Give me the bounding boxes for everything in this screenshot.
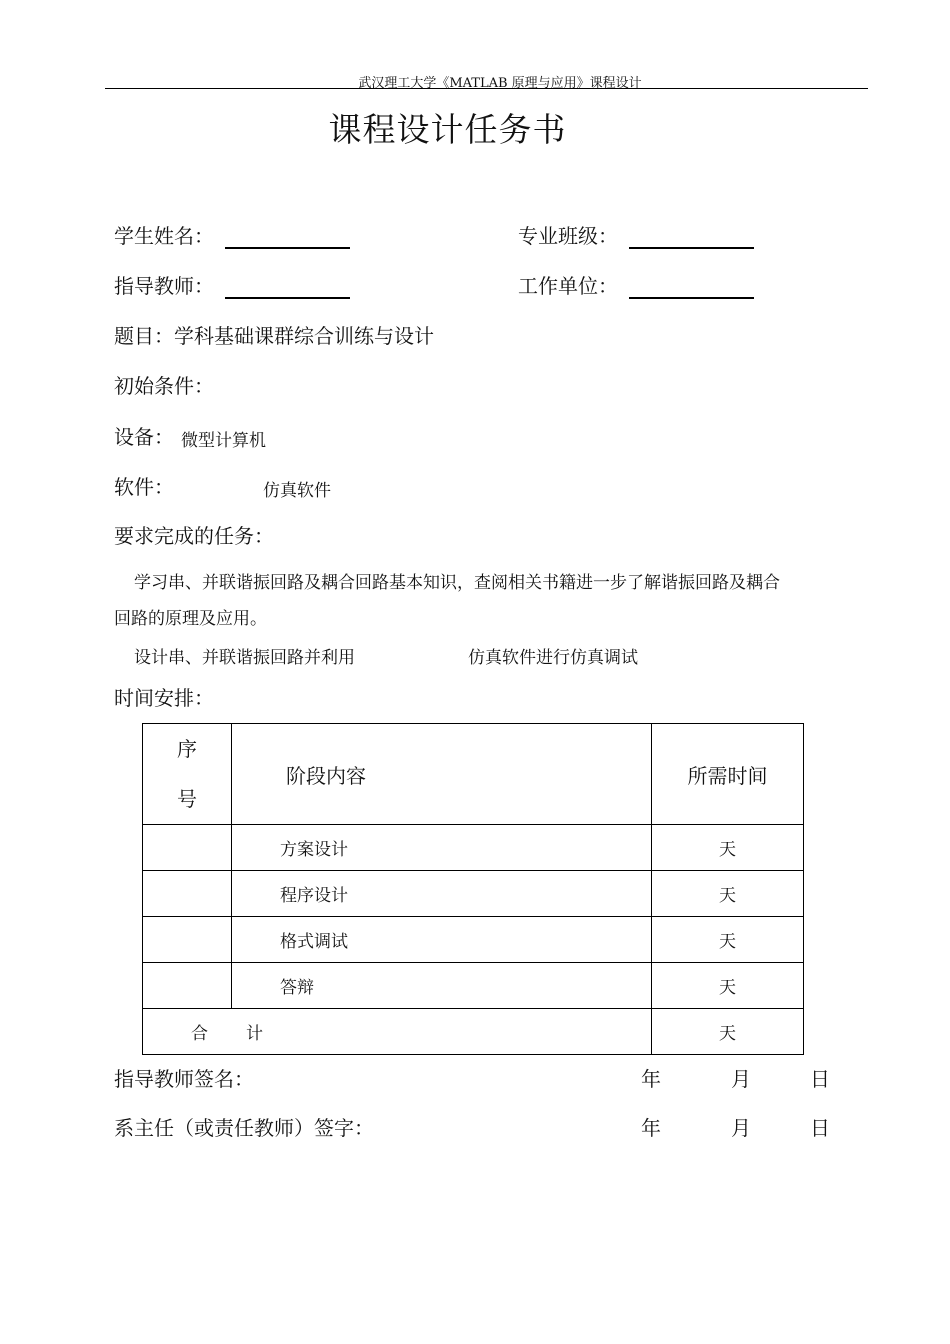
schedule-label: 时间安排： (114, 686, 214, 710)
table-row (143, 871, 804, 917)
major-class-label: 专业班级： (518, 224, 618, 248)
row-num (143, 917, 232, 963)
table-row (143, 963, 804, 1009)
advisor-sign-month: 月 (731, 1067, 751, 1091)
initial-conditions-label: 初始条件： (114, 374, 214, 398)
dept-sign-year: 年 (641, 1116, 661, 1140)
work-unit-label: 工作单位： (518, 274, 618, 298)
row-time: 天 (652, 963, 804, 1009)
task-line-3a: 设计串、并联谐振回路并利用 (134, 648, 355, 668)
row-content: 程序设计 (232, 871, 652, 917)
software-label: 软件： (114, 475, 174, 499)
row-num (143, 825, 232, 871)
page-header: 武汉理工大学《MATLAB 原理与应用》课程设计 (358, 76, 642, 91)
student-name-label: 学生姓名： (114, 224, 214, 248)
software-value: 仿真软件 (263, 481, 331, 501)
total-time: 天 (652, 1009, 804, 1055)
tasks-label: 要求完成的任务： (114, 524, 274, 548)
schedule-header-row (143, 724, 804, 825)
advisor-label: 指导教师： (114, 274, 214, 298)
total-label-b: 计 (246, 1024, 263, 1044)
dept-sign-day: 日 (810, 1116, 830, 1140)
dept-head-signature-label: 系主任（或责任教师）签字： (114, 1116, 374, 1140)
equipment-label: 设备： (114, 425, 174, 449)
document-title: 课程设计任务书 (328, 110, 567, 149)
schedule-table (142, 723, 804, 1055)
row-time: 天 (652, 871, 804, 917)
total-label (143, 1009, 652, 1055)
col-content-header: 阶段内容 (232, 724, 652, 825)
dept-sign-month: 月 (731, 1116, 751, 1140)
row-time: 天 (652, 825, 804, 871)
equipment-value: 微型计算机 (181, 431, 266, 451)
col-num-top: 序 (177, 737, 197, 761)
task-line-3b: 仿真软件进行仿真调试 (468, 648, 638, 668)
advisor-signature-label: 指导教师签名： (114, 1067, 254, 1091)
col-num-header (143, 724, 232, 825)
major-class-field[interactable] (629, 247, 754, 249)
advisor-sign-day: 日 (810, 1067, 830, 1091)
row-content: 方案设计 (232, 825, 652, 871)
header-rule (105, 88, 868, 89)
col-time-header: 所需时间 (652, 724, 804, 825)
topic: 题目：学科基础课群综合训练与设计 (114, 324, 434, 348)
col-num-bottom: 号 (177, 787, 197, 811)
row-num (143, 963, 232, 1009)
row-content: 答辩 (232, 963, 652, 1009)
total-label-a: 合 (191, 1024, 208, 1044)
advisor-field[interactable] (225, 297, 350, 299)
advisor-sign-year: 年 (641, 1067, 661, 1091)
row-num (143, 871, 232, 917)
task-line-2: 回路的原理及应用。 (114, 609, 267, 629)
student-name-field[interactable] (225, 247, 350, 249)
work-unit-field[interactable] (629, 297, 754, 299)
total-row (143, 1009, 804, 1055)
row-content: 格式调试 (232, 917, 652, 963)
row-time: 天 (652, 917, 804, 963)
task-line-1: 学习串、并联谐振回路及耦合回路基本知识，查阅相关书籍进一步了解谐振回路及耦合 (134, 573, 780, 593)
table-row (143, 825, 804, 871)
table-row (143, 917, 804, 963)
